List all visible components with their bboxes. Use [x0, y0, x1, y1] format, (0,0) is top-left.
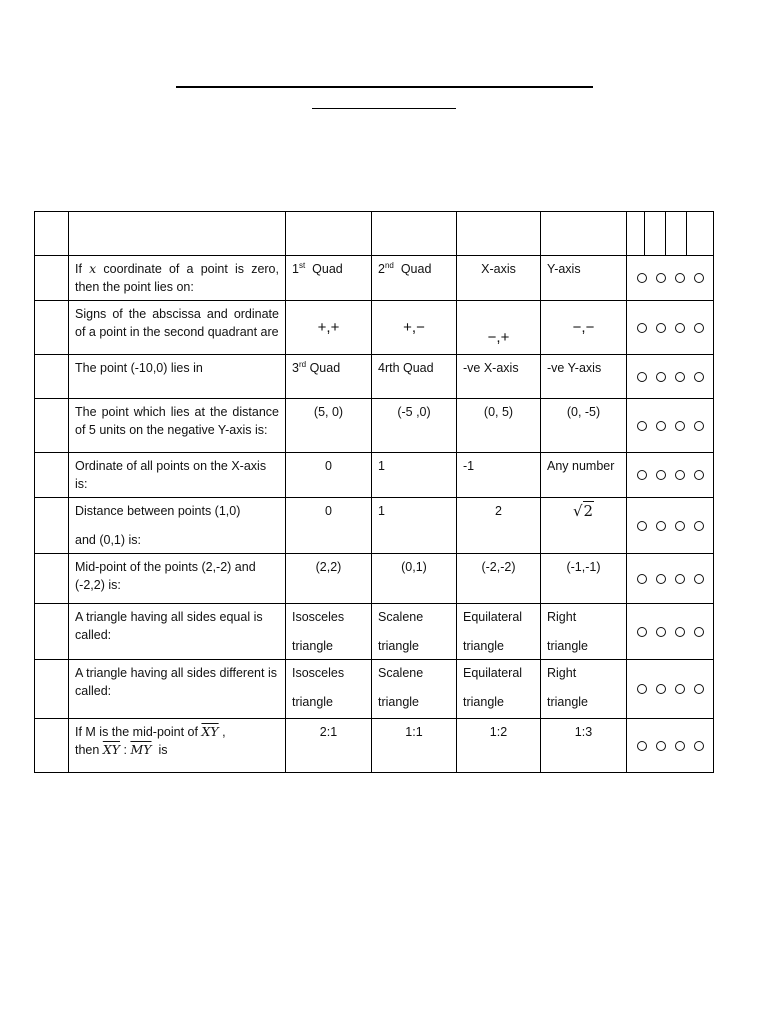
- option-b: Scalene triangle: [372, 604, 457, 660]
- header-cell-option-b: [372, 212, 457, 256]
- bubble-a[interactable]: [637, 470, 647, 480]
- bubble-b[interactable]: [656, 741, 666, 751]
- answer-bubbles: [627, 554, 714, 604]
- bubble-d[interactable]: [694, 521, 704, 531]
- option-a: 0: [286, 498, 372, 554]
- option-c: -1: [457, 453, 541, 498]
- option-d: [541, 498, 627, 554]
- option-d: (-1,-1): [541, 554, 627, 604]
- option-c: 1:2: [457, 719, 541, 773]
- question-text: If M is the mid-point of $\overline{XY}$ , then $\overline{XY}$ : $\overline{MY}$ is: [69, 719, 286, 773]
- bubble-a[interactable]: [637, 627, 647, 637]
- option-b: +,−: [372, 301, 457, 355]
- bubble-c[interactable]: [675, 684, 685, 694]
- question-number: [35, 604, 69, 660]
- table-row: [35, 399, 714, 453]
- table-row: [35, 498, 714, 554]
- bubble-b[interactable]: [656, 372, 666, 382]
- table-row: [35, 453, 714, 498]
- option-c: (-2,-2): [457, 554, 541, 604]
- bubble-b[interactable]: [656, 470, 666, 480]
- header-cell-number: [35, 212, 69, 256]
- question-number: [35, 301, 69, 355]
- option-a: (2,2): [286, 554, 372, 604]
- option-d: 1:3: [541, 719, 627, 773]
- bubble-c[interactable]: [675, 627, 685, 637]
- option-a: 2:1: [286, 719, 372, 773]
- table-row: [35, 660, 714, 719]
- answer-bubbles: [627, 399, 714, 453]
- option-d: Any number: [541, 453, 627, 498]
- bubble-a[interactable]: [637, 421, 647, 431]
- bubble-a[interactable]: [637, 323, 647, 333]
- option-a: +,+: [286, 301, 372, 355]
- bubble-d[interactable]: [694, 421, 704, 431]
- option-d: -ve Y-axis: [541, 355, 627, 399]
- answer-bubbles: [627, 256, 714, 301]
- bubble-d[interactable]: [694, 273, 704, 283]
- question-text: If x coordinate of a point is zero, then the point lies on:: [69, 256, 286, 301]
- option-b: 1: [372, 498, 457, 554]
- bubble-d[interactable]: [694, 470, 704, 480]
- answer-bubbles: [627, 301, 714, 355]
- bubble-c[interactable]: [675, 323, 685, 333]
- question-text: A triangle having all sides different is called:: [69, 660, 286, 719]
- answer-bubbles: [627, 498, 714, 554]
- header-cell-option-c: [457, 212, 541, 256]
- bubble-c[interactable]: [675, 741, 685, 751]
- bubble-b[interactable]: [656, 323, 666, 333]
- option-d: −,−: [541, 301, 627, 355]
- sqrt-symbol: √2: [572, 502, 594, 520]
- question-text: The point (-10,0) lies in: [69, 355, 286, 399]
- question-text: Mid-point of the points (2,-2) and (-2,2) is:: [69, 554, 286, 604]
- bubble-b[interactable]: [656, 627, 666, 637]
- table-row: [35, 301, 714, 355]
- bubble-a[interactable]: [637, 574, 647, 584]
- question-number: [35, 554, 69, 604]
- table-row: [35, 256, 714, 301]
- bubble-d[interactable]: [694, 684, 704, 694]
- bubble-d[interactable]: [694, 574, 704, 584]
- question-number: [35, 660, 69, 719]
- option-c: X-axis: [457, 256, 541, 301]
- option-b: 1: [372, 453, 457, 498]
- table-row: [35, 554, 714, 604]
- option-b: (0,1): [372, 554, 457, 604]
- option-c: (0, 5): [457, 399, 541, 453]
- question-text: The point which lies at the distance of 5 units on the negative Y-axis is:: [69, 399, 286, 453]
- option-d: (0, -5): [541, 399, 627, 453]
- bubble-d[interactable]: [694, 741, 704, 751]
- bubble-b[interactable]: [656, 421, 666, 431]
- answer-bubbles: [627, 355, 714, 399]
- bubble-b[interactable]: [656, 521, 666, 531]
- answer-bubbles: [627, 660, 714, 719]
- option-c: 2: [457, 498, 541, 554]
- option-b: 1:1: [372, 719, 457, 773]
- bubble-d[interactable]: [694, 627, 704, 637]
- bubble-a[interactable]: [637, 684, 647, 694]
- header-cell-question: [69, 212, 286, 256]
- option-b: 2nd Quad: [372, 256, 457, 301]
- question-number: [35, 256, 69, 301]
- option-b: 4rth Quad: [372, 355, 457, 399]
- question-text: A triangle having all sides equal is called:: [69, 604, 286, 660]
- option-a: Isosceles triangle: [286, 660, 372, 719]
- option-d: Right triangle: [541, 660, 627, 719]
- bubble-b[interactable]: [656, 273, 666, 283]
- bubble-d[interactable]: [694, 372, 704, 382]
- table-row: [35, 604, 714, 660]
- header-cell-option-a: [286, 212, 372, 256]
- option-c: Equilateral triangle: [457, 604, 541, 660]
- bubble-a[interactable]: [637, 372, 647, 382]
- option-a: 1st Quad: [286, 256, 372, 301]
- option-b: (-5 ,0): [372, 399, 457, 453]
- answer-bubbles: [627, 604, 714, 660]
- bubble-c[interactable]: [675, 521, 685, 531]
- option-a: 3rd Quad: [286, 355, 372, 399]
- answer-bubbles: [627, 453, 714, 498]
- mcq-table: [34, 211, 714, 773]
- bubble-d[interactable]: [694, 323, 704, 333]
- bubble-a[interactable]: [637, 273, 647, 283]
- option-c: −,+: [457, 301, 541, 355]
- question-number: [35, 453, 69, 498]
- table-row: [35, 355, 714, 399]
- answer-bubbles: [627, 719, 714, 773]
- bubble-c[interactable]: [675, 273, 685, 283]
- option-c: -ve X-axis: [457, 355, 541, 399]
- table-row: [35, 719, 714, 773]
- bubble-c[interactable]: [675, 372, 685, 382]
- bubble-c[interactable]: [675, 574, 685, 584]
- option-a: 0: [286, 453, 372, 498]
- subtitle-line: [312, 108, 456, 109]
- option-c: Equilateral triangle: [457, 660, 541, 719]
- bubble-a[interactable]: [637, 521, 647, 531]
- bubble-c[interactable]: [675, 470, 685, 480]
- bubble-a[interactable]: [637, 741, 647, 751]
- table-header-row: [35, 212, 714, 256]
- question-number: [35, 355, 69, 399]
- option-a: Isosceles triangle: [286, 604, 372, 660]
- question-text: Ordinate of all points on the X-axis is:: [69, 453, 286, 498]
- header-cell-answer-grid: [627, 212, 714, 256]
- question-text: Signs of the abscissa and ordinate of a point in the second quadrant are: [69, 301, 286, 355]
- title-line: [176, 86, 593, 88]
- option-d: Right triangle: [541, 604, 627, 660]
- option-a: (5, 0): [286, 399, 372, 453]
- question-text: Distance between points (1,0) and (0,1) is:: [69, 498, 286, 554]
- bubble-b[interactable]: [656, 574, 666, 584]
- question-number: [35, 719, 69, 773]
- option-b: Scalene triangle: [372, 660, 457, 719]
- bubble-c[interactable]: [675, 421, 685, 431]
- question-number: [35, 399, 69, 453]
- bubble-b[interactable]: [656, 684, 666, 694]
- header-cell-option-d: [541, 212, 627, 256]
- question-number: [35, 498, 69, 554]
- option-d: Y-axis: [541, 256, 627, 301]
